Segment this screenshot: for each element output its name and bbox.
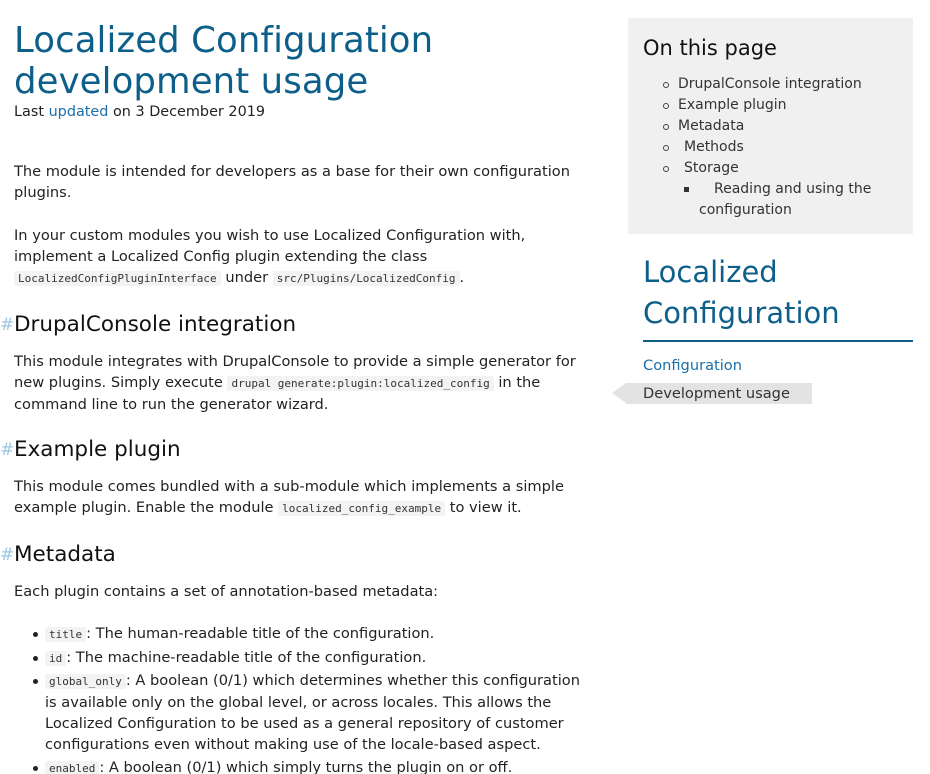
intro-paragraph-2 bbox=[14, 225, 594, 289]
metadata-key-code: global_only bbox=[45, 674, 126, 689]
drupalconsole-text: This module integrates with DrupalConsole to provide a simple generator for new plugins. Simply execute bbox=[14, 353, 576, 391]
section-heading-text: Example plugin bbox=[14, 437, 181, 462]
book-nav-active-item[interactable]: Development usage bbox=[626, 383, 812, 404]
metadata-key-code: id bbox=[45, 651, 66, 666]
last-updated-meta bbox=[14, 102, 594, 122]
intro-paragraph-1: The module is intended for developers as a base for their own configuration plugins. bbox=[14, 163, 570, 201]
page-title: Localized Configuration development usage bbox=[14, 20, 434, 102]
section-heading-example-plugin bbox=[0, 436, 594, 464]
example-module-code: localized_config_example bbox=[278, 501, 445, 516]
example-plugin-text-after: to view it. bbox=[449, 499, 522, 516]
meta-prefix: Last bbox=[14, 104, 44, 120]
intro-text: In your custom modules you wish to use Localized Configuration with, implement a Localized Config plugin extending the class bbox=[14, 227, 526, 265]
metadata-key-code: title bbox=[45, 627, 86, 642]
anchor-hash-icon[interactable]: # bbox=[0, 440, 15, 460]
metadata-intro: Each plugin contains a set of annotation-based metadata: bbox=[14, 583, 439, 600]
book-nav-link-configuration[interactable]: Configuration bbox=[643, 357, 742, 374]
list-item bbox=[45, 670, 585, 755]
metadata-description: : The human-readable title of the configuration. bbox=[86, 625, 435, 642]
toc-sublist bbox=[699, 179, 903, 221]
metadata-list bbox=[45, 623, 585, 774]
drupalconsole-text-after: in the command line to run the generator wizard. bbox=[14, 374, 541, 413]
example-plugin-text: This module comes bundled with a sub-module which implements a simple example plugin. Enable the module bbox=[14, 478, 564, 516]
generate-command-code: drupal generate:plugin:localized_config bbox=[227, 376, 493, 391]
toc-heading: On this page bbox=[643, 36, 777, 60]
section-heading-metadata bbox=[0, 541, 594, 569]
metadata-description: : The machine-readable title of the configuration. bbox=[66, 648, 427, 666]
list-item bbox=[45, 647, 585, 669]
example-plugin-paragraph bbox=[14, 476, 594, 519]
intro-period: . bbox=[459, 269, 465, 286]
toc-item-storage bbox=[663, 158, 903, 221]
toc-item-example-plugin[interactable]: Example plugin bbox=[663, 95, 903, 116]
updated-link[interactable]: updated bbox=[48, 104, 109, 120]
toc-subitem-reading[interactable]: Reading and using the configuration bbox=[699, 179, 903, 221]
section-heading-drupalconsole bbox=[0, 311, 594, 339]
toc-item-metadata[interactable]: Metadata bbox=[663, 116, 903, 137]
anchor-hash-icon[interactable]: # bbox=[0, 545, 15, 565]
book-nav-divider bbox=[643, 340, 913, 342]
metadata-description: : A boolean (0/1) which simply turns the plugin on or off. bbox=[99, 758, 513, 774]
book-nav-title[interactable]: Localized Configuration bbox=[643, 255, 840, 330]
toc-item-storage-label[interactable]: Storage bbox=[684, 160, 739, 176]
anchor-hash-icon[interactable]: # bbox=[0, 315, 15, 335]
toc-item-drupalconsole[interactable]: DrupalConsole integration bbox=[663, 74, 903, 95]
section-heading-text: DrupalConsole integration bbox=[14, 312, 297, 337]
drupalconsole-paragraph bbox=[14, 351, 594, 415]
list-item bbox=[45, 623, 585, 645]
toc-list bbox=[663, 74, 903, 221]
section-heading-text: Metadata bbox=[14, 542, 116, 567]
metadata-key-code: enabled bbox=[45, 761, 99, 774]
metadata-description: : A boolean (0/1) which determines whether this configuration is available only on the global level, or across locales. This allows the Localized Configuration to be used as a general repository of customer configurations even without making use of the locale-based aspect. bbox=[45, 672, 580, 753]
meta-date: on 3 December 2019 bbox=[112, 104, 266, 120]
intro-under-text: under bbox=[225, 269, 269, 286]
on-this-page-box bbox=[628, 18, 913, 234]
plugin-path-code: src/Plugins/LocalizedConfig bbox=[273, 271, 460, 286]
toc-item-methods[interactable]: Methods bbox=[663, 137, 903, 158]
plugin-interface-code: LocalizedConfigPluginInterface bbox=[14, 271, 221, 286]
list-item bbox=[45, 757, 585, 774]
